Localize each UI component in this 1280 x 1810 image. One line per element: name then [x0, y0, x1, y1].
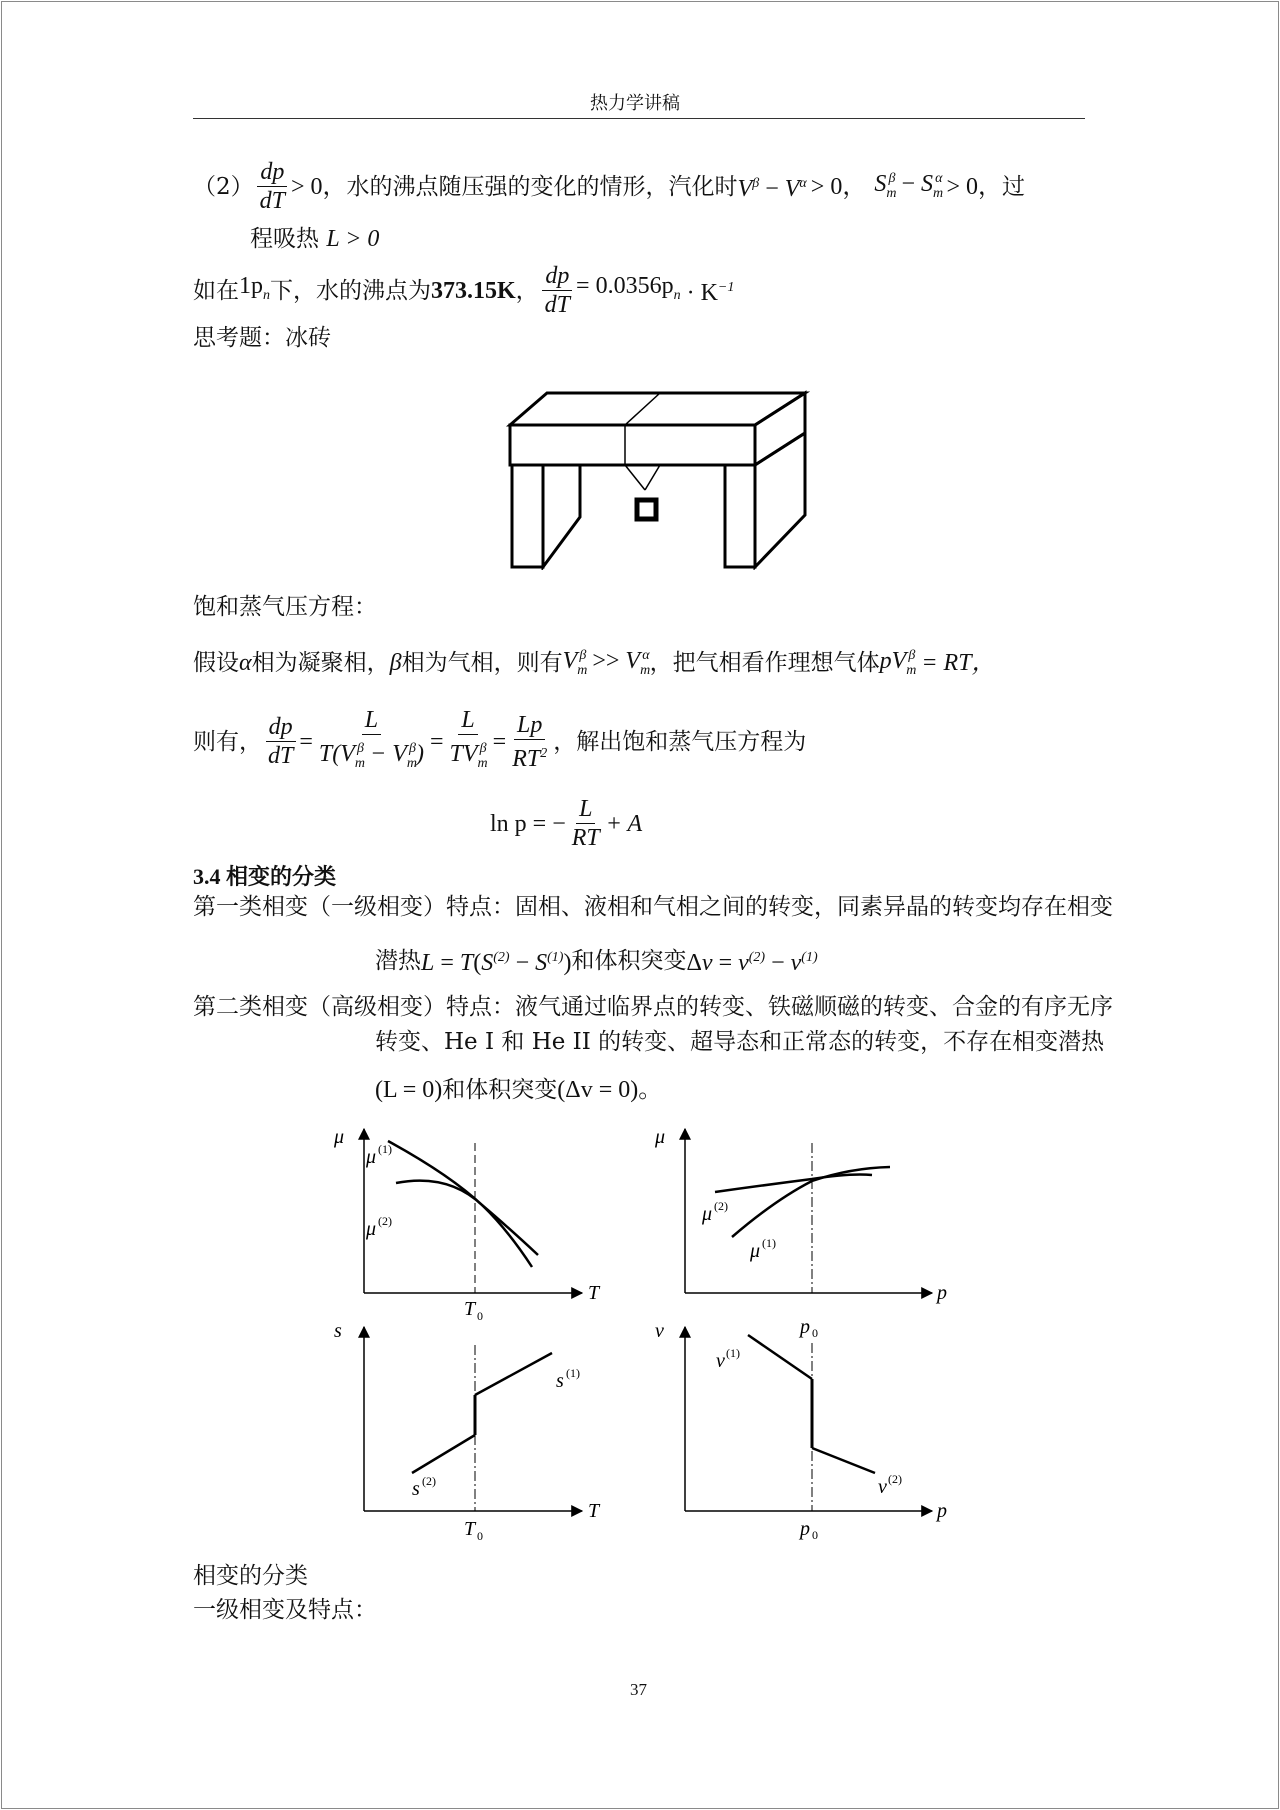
s-T-upper: s — [556, 1370, 564, 1392]
item2-line2-text: 程吸热 — [250, 226, 319, 252]
item2-label: （2） — [193, 173, 254, 200]
ln-lhs: ln p = − — [490, 810, 566, 837]
ln-p-equation — [490, 795, 642, 852]
mu-T-upper: μ — [366, 1146, 377, 1168]
ln-frac: $\frac{L}{RT}$ — [571, 796, 600, 851]
second-order-line: 第二类相变（高级相变）特点：液气通过临界点的转变、铁磁顺磁的转变、合金的有序无序 — [193, 994, 1113, 1020]
mu-T-ylabel: μ — [334, 1126, 345, 1148]
mu-T-tick: T — [464, 1298, 476, 1320]
boiling-pressure: $1p_n$ — [239, 272, 270, 303]
boiling-text1: 如在 — [193, 277, 239, 304]
v-p-upper: v — [716, 1350, 725, 1372]
first-order-latent — [375, 944, 818, 977]
vapor-then: 则有， — [193, 728, 262, 755]
s-T-upper-sup: (1) — [566, 1366, 580, 1380]
s-T-tick-sub: 0 — [477, 1529, 483, 1543]
graph-v-p — [655, 1316, 947, 1542]
v-p-ylabel: v — [655, 1320, 664, 1342]
boiling-fraction: $\frac{dp}{dT}$ — [542, 262, 573, 319]
v-p-tick-bottom: p — [800, 1518, 810, 1540]
s-T-lower-sup: (2) — [422, 1474, 436, 1488]
dp-dT-fraction: $\frac{dp}{dT}$ — [257, 158, 288, 215]
vapor-ineq: $V_m^\beta >> V_m^\alpha$ — [562, 648, 651, 678]
mu-T-lower-sup: (2) — [378, 1214, 392, 1228]
boiling-text2: 下，水的沸点为 — [270, 277, 431, 304]
boiling-line — [193, 262, 734, 319]
volume-diff: $V^\beta - V^\alpha$ — [737, 176, 807, 202]
clap-frac-2: $\frac{L}{T(V_m^\beta - V_m^\beta)}$ — [318, 707, 424, 771]
think-question: 思考题：冰砖 — [193, 325, 331, 351]
item2-line2-math: L > 0 — [326, 226, 380, 252]
mu-p-xlabel: p — [937, 1282, 947, 1304]
v-p-tick-top: p — [800, 1316, 810, 1338]
beta-symbol: β — [389, 650, 402, 677]
boiling-value: = $0.0356p_n$ — [576, 272, 681, 303]
first-order-heading: 一级相变及特点： — [193, 1597, 377, 1623]
clap-frac-1: $\frac{dp}{dT}$ — [265, 713, 296, 770]
vapor-assume2: 相为凝聚相， — [251, 650, 390, 677]
mu-T-upper-sup: (1) — [378, 1142, 392, 1156]
mu-p-lower: μ — [750, 1240, 761, 1262]
vapor-assume4: ，把气相看作理想气体 — [649, 650, 880, 677]
first-order-line: 第一类相变（一级相变）特点：固相、液相和气相之间的转变，同素异晶的转变均存在相变 — [193, 894, 1113, 920]
s-T-ylabel: s — [334, 1320, 342, 1342]
vapor-assume3: 相为气相，则有 — [401, 650, 563, 677]
clap-frac-4: $\frac{Lp}{RT^2}$ — [512, 711, 548, 772]
vapor-assume — [193, 642, 996, 685]
mu-p-ylabel: μ — [655, 1126, 666, 1148]
graph-s-T — [334, 1320, 601, 1543]
mu-p-lower-sup: (1) — [762, 1236, 776, 1250]
s-T-lower: s — [412, 1478, 420, 1500]
section-heading: 3.4 相变的分类 — [193, 864, 337, 889]
ice-brick-figure — [500, 385, 820, 570]
item2-line1 — [193, 158, 1025, 215]
v-p-tick-top-sub: 0 — [812, 1326, 818, 1340]
second-order-line3 — [375, 1076, 662, 1104]
boiling-unit: · $K^{-1}$ — [686, 280, 735, 306]
second-order-line2: 转变、He I 和 He II 的转变、超导态和正常态的转变，不存在相变潜热 — [375, 1029, 1105, 1055]
graph-mu-p — [654, 1126, 947, 1304]
v-p-tick-bottom-sub: 0 — [812, 1528, 818, 1542]
v-p-upper-sup: (1) — [726, 1346, 740, 1360]
mu-p-upper: μ — [702, 1203, 713, 1225]
v-p-xlabel: p — [937, 1500, 947, 1522]
mu-T-xlabel: T — [588, 1282, 600, 1304]
ln-rhs: + A — [605, 810, 643, 837]
item2-line2 — [250, 225, 379, 253]
item2-cond1: > 0， — [810, 173, 867, 200]
entropy-diff: $S_m^\beta - S_m^\alpha$ — [874, 171, 944, 201]
first-latent2: 和体积突变 — [571, 947, 687, 974]
alpha-symbol: α — [239, 650, 252, 677]
clap-frac-3: $\frac{L}{TV_m^\beta}$ — [449, 707, 488, 771]
header-title: 热力学讲稿 — [590, 93, 680, 114]
latent-formula: $L = T(S^{(2)} - S^{(1)})$ — [421, 950, 572, 976]
graph-mu-T — [333, 1126, 601, 1323]
classify-heading: 相变的分类 — [193, 1563, 308, 1589]
header-rule — [193, 118, 1085, 119]
vapor-assume1: 假设 — [193, 650, 239, 677]
item2-text1: 水的沸点随压强的变化的情形，汽化时 — [346, 173, 738, 200]
v-p-lower: v — [878, 1476, 887, 1498]
volume-zero: (Δv = 0)。 — [557, 1077, 663, 1103]
ideal-gas-lhs: $pV_m^\beta$ — [879, 648, 917, 678]
boiling-comma: ， — [515, 277, 539, 304]
vapor-title: 饱和蒸气压方程： — [193, 594, 377, 620]
s-T-tick: T — [464, 1518, 476, 1540]
item2-text2: 过 — [1002, 173, 1026, 200]
v-p-lower-sup: (2) — [888, 1472, 902, 1486]
second-line3b: 和体积突变 — [442, 1077, 558, 1103]
item2-lead-math: > 0， — [291, 173, 347, 200]
mu-T-lower: μ — [366, 1218, 377, 1240]
vapor-assume5: = RT， — [921, 650, 996, 677]
volume-jump-formula: $\Delta v = v^{(2)} - v^{(1)}$ — [686, 950, 818, 976]
phase-graphs — [320, 1115, 980, 1555]
mu-p-upper-sup: (2) — [714, 1199, 728, 1213]
s-T-xlabel: T — [588, 1500, 600, 1522]
mu-T-tick-sub: 0 — [477, 1309, 483, 1323]
page-number: 37 — [630, 1680, 647, 1699]
first-latent1: 潜热 — [375, 947, 421, 974]
item2-cond2: > 0， — [946, 173, 1003, 200]
boiling-temp: 373.15K — [431, 277, 516, 304]
vapor-solve: ，解出饱和蒸气压方程为 — [553, 728, 807, 755]
latent-zero: (L = 0) — [375, 1077, 443, 1103]
clapeyron-line: 则有， $\frac{dp}{dT}$ = $\frac{L}{T(V_m^\beta - V_m^\beta)}$ = $\frac{L}{TV_m^\beta}$ = $\frac{Lp}{RT^2}$ ，解出饱和蒸气压方程为 — [193, 706, 806, 778]
